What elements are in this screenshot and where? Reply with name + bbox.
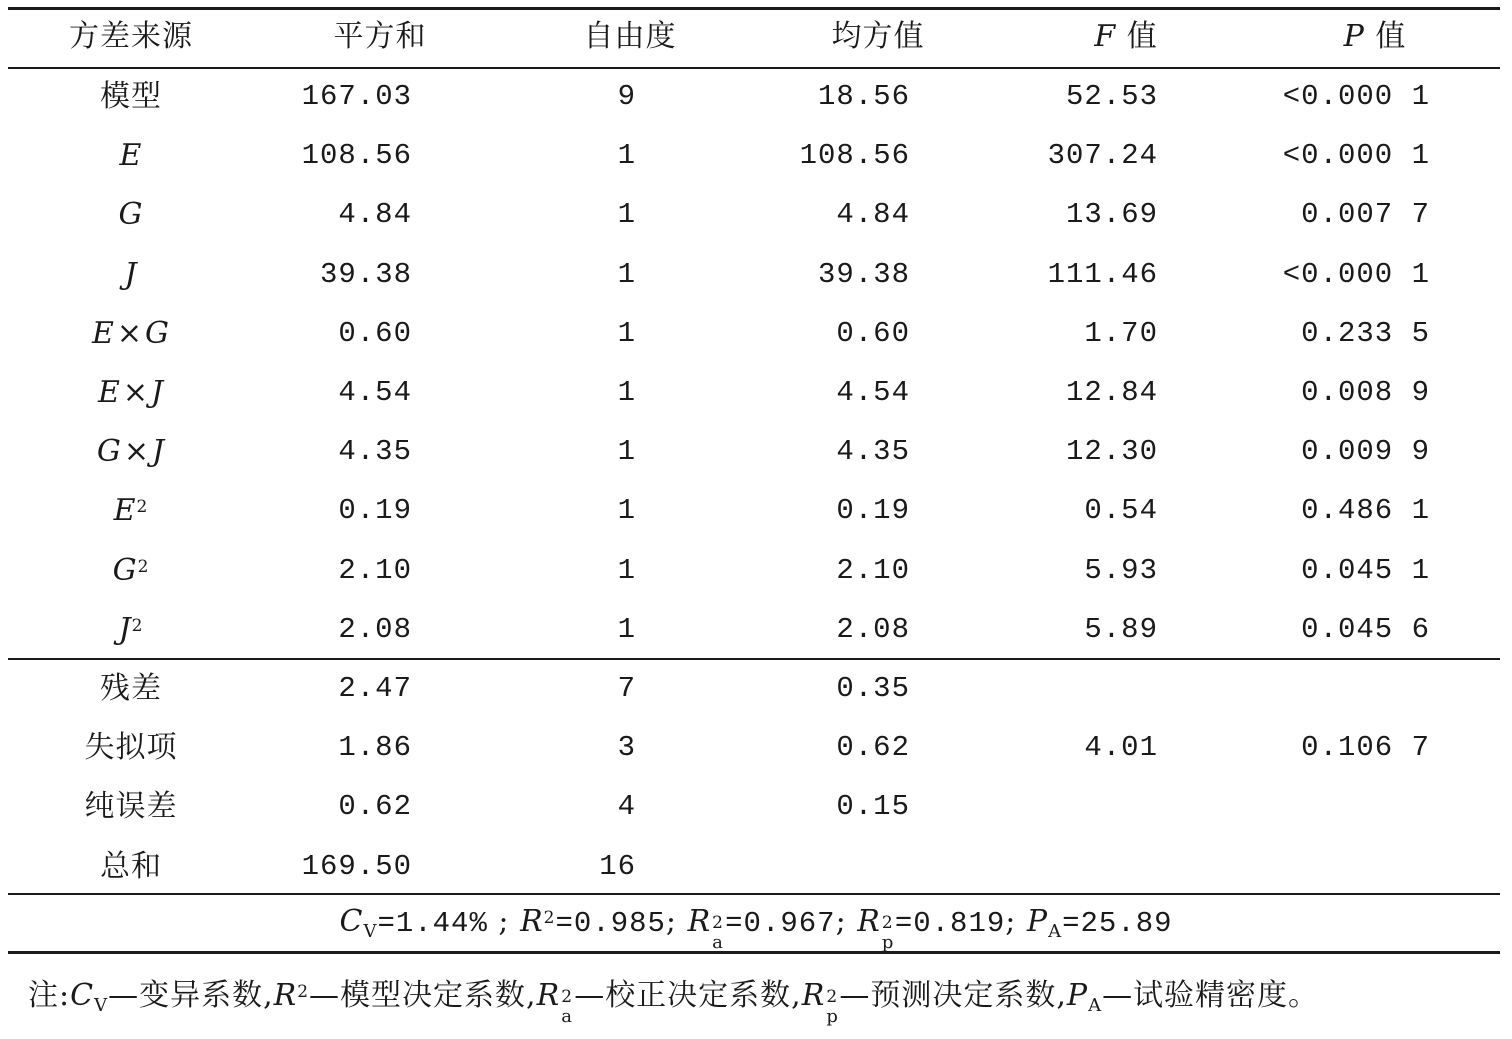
cell-f-value: 4.01 xyxy=(1084,731,1158,764)
cell-p-value: <0.000 1 xyxy=(1282,139,1430,172)
cell-mean-square: 2.10 xyxy=(836,554,910,587)
separator: ; xyxy=(835,904,847,939)
cell-degrees-freedom: 1 xyxy=(617,376,636,409)
note-cv-symbol: C xyxy=(70,978,95,1013)
header-f-suffix: 值 xyxy=(1126,19,1158,54)
cell-degrees-freedom: 4 xyxy=(617,790,636,823)
r2-value: =0.985 xyxy=(555,907,666,940)
header-mean-square: 均方值 xyxy=(831,19,925,54)
cell-source: 纯误差 xyxy=(84,789,178,824)
cell-mean-square: 2.08 xyxy=(836,613,910,646)
cell-degrees-freedom: 16 xyxy=(599,850,636,883)
cell-degrees-freedom: 7 xyxy=(617,672,636,705)
cell-source: 残差 xyxy=(100,671,162,706)
cell-mean-square: 39.38 xyxy=(817,258,910,291)
table-top-rule xyxy=(8,7,1500,10)
note-cv-subscript: V xyxy=(94,995,109,1016)
cell-f-value: 52.53 xyxy=(1065,80,1158,113)
cell-mean-square: 108.56 xyxy=(799,139,910,172)
cell-sum-of-squares: 169.50 xyxy=(301,850,412,883)
note-r2-symbol: R xyxy=(273,978,298,1013)
r2-adj-value: =0.967 xyxy=(725,907,836,940)
source-superscript: 2 xyxy=(137,557,150,577)
note-r2-adj-subscript: a xyxy=(561,1006,573,1027)
cell-degrees-freedom: 1 xyxy=(617,198,636,231)
r2-adj-superscript: 2 xyxy=(712,913,724,933)
separator: ; xyxy=(1005,904,1017,939)
header-p-suffix: 值 xyxy=(1375,19,1407,54)
cell-mean-square: 0.19 xyxy=(836,494,910,527)
cell-sum-of-squares: 0.62 xyxy=(338,790,412,823)
cell-source: 模型 xyxy=(100,79,162,114)
note-cv-definition: —变异系数, xyxy=(108,978,274,1013)
cell-mean-square: 0.60 xyxy=(836,317,910,350)
cell-sum-of-squares: 2.10 xyxy=(338,554,412,587)
pa-value: =25.89 xyxy=(1062,907,1173,940)
note-prefix: 注: xyxy=(28,978,71,1013)
cell-degrees-freedom: 1 xyxy=(617,435,636,468)
pa-symbol: P xyxy=(1026,904,1049,939)
cell-sum-of-squares: 0.60 xyxy=(338,317,412,350)
cell-degrees-freedom: 1 xyxy=(617,494,636,527)
r2-pred-subscript: p xyxy=(881,932,895,953)
header-p-symbol: P xyxy=(1343,19,1365,54)
cell-degrees-freedom: 9 xyxy=(617,80,636,113)
separator: ; xyxy=(487,904,510,939)
cell-sum-of-squares: 167.03 xyxy=(301,80,412,113)
cell-f-value: 13.69 xyxy=(1065,198,1158,231)
cell-mean-square: 0.15 xyxy=(836,790,910,823)
cell-sum-of-squares: 4.84 xyxy=(338,198,412,231)
cell-sum-of-squares: 2.47 xyxy=(338,672,412,705)
header-degrees-freedom: 自由度 xyxy=(583,19,677,54)
cell-p-value: 0.233 5 xyxy=(1301,317,1430,350)
cell-f-value: 307.24 xyxy=(1047,139,1158,172)
cell-f-value: 5.93 xyxy=(1084,554,1158,587)
cv-subscript: V xyxy=(363,921,378,942)
cell-mean-square: 0.62 xyxy=(836,731,910,764)
note-pa-definition: —试验精密度。 xyxy=(1102,978,1320,1013)
note-pa-subscript: A xyxy=(1088,995,1103,1016)
r2-superscript: 2 xyxy=(543,908,556,928)
cell-sum-of-squares: 108.56 xyxy=(301,139,412,172)
cell-degrees-freedom: 1 xyxy=(617,317,636,350)
header-source: 方差来源 xyxy=(69,19,193,54)
cell-mean-square: 0.35 xyxy=(836,672,910,705)
cell-f-value: 0.54 xyxy=(1084,494,1158,527)
cell-source: 失拟项 xyxy=(84,730,178,765)
table-header-rule xyxy=(8,67,1500,69)
cell-f-value: 12.30 xyxy=(1065,435,1158,468)
cell-f-value: 111.46 xyxy=(1047,258,1158,291)
cell-mean-square: 4.35 xyxy=(836,435,910,468)
cell-p-value: 0.045 6 xyxy=(1301,613,1430,646)
cell-source: G xyxy=(118,197,144,232)
source-superscript: 2 xyxy=(131,616,144,636)
cell-p-value: <0.000 1 xyxy=(1282,80,1430,113)
cell-source: J xyxy=(124,257,138,292)
cell-sum-of-squares: 4.35 xyxy=(338,435,412,468)
header-f-value xyxy=(1094,17,1157,57)
header-p-value xyxy=(1344,17,1407,57)
cell-p-value: 0.045 1 xyxy=(1301,554,1430,587)
cell-mean-square: 18.56 xyxy=(817,80,910,113)
pa-subscript: A xyxy=(1048,921,1063,942)
r2-pred-superscript: 2 xyxy=(881,913,894,933)
cell-mean-square: 4.54 xyxy=(836,376,910,409)
header-sum-of-squares: 平方和 xyxy=(333,19,427,54)
cell-sum-of-squares: 4.54 xyxy=(338,376,412,409)
note-r2-adj-symbol: R xyxy=(536,978,561,1013)
cell-p-value: 0.486 1 xyxy=(1301,494,1430,527)
cell-source: E×G xyxy=(91,316,171,351)
cv-value: =1.44% xyxy=(377,907,488,940)
cell-f-value: 5.89 xyxy=(1084,613,1158,646)
cell-source: $E^2$ xyxy=(113,493,149,528)
note-r2-pred-definition: —预测决定系数, xyxy=(839,978,1067,1013)
cell-sum-of-squares: 39.38 xyxy=(319,258,412,291)
cell-f-value: 1.70 xyxy=(1084,317,1158,350)
table-summary-rule xyxy=(8,893,1500,895)
header-f-symbol: F xyxy=(1094,19,1117,54)
cell-sum-of-squares: 1.86 xyxy=(338,731,412,764)
cell-sum-of-squares: 2.08 xyxy=(338,613,412,646)
cell-source: E×J xyxy=(97,375,165,410)
cell-mean-square: 4.84 xyxy=(836,198,910,231)
cell-degrees-freedom: 1 xyxy=(617,139,636,172)
cv-symbol: C xyxy=(339,904,364,939)
note-r2-pred-superscript: 2 xyxy=(826,987,839,1007)
note-r2-pred-symbol: R xyxy=(801,978,826,1013)
cell-p-value: 0.007 7 xyxy=(1301,198,1430,231)
separator: ; xyxy=(665,904,678,939)
cell-source: E xyxy=(119,138,143,173)
note-pa-symbol: P xyxy=(1066,978,1089,1013)
cell-degrees-freedom: 3 xyxy=(617,731,636,764)
source-superscript: 2 xyxy=(136,497,149,517)
note-r2-adj-superscript: 2 xyxy=(561,987,574,1007)
cell-degrees-freedom: 1 xyxy=(617,554,636,587)
r2-pred-symbol: R xyxy=(857,904,881,939)
note-r2-superscript: 2 xyxy=(297,982,310,1002)
table-footnote xyxy=(28,974,1319,1028)
cell-source: G×J xyxy=(96,434,166,469)
cell-degrees-freedom: 1 xyxy=(617,613,636,646)
r2-symbol: R xyxy=(520,904,544,939)
cell-source: 总和 xyxy=(100,849,162,884)
r2-adj-subscript: a xyxy=(712,932,724,953)
table-residual-rule xyxy=(8,658,1500,660)
cell-p-value: <0.000 1 xyxy=(1282,258,1430,291)
note-r2-adj-definition: —校正决定系数, xyxy=(574,978,802,1013)
r2-adj-symbol: R xyxy=(687,904,712,939)
cell-source: $J^2$ xyxy=(118,612,144,647)
cell-f-value: 12.84 xyxy=(1065,376,1158,409)
cell-p-value: 0.008 9 xyxy=(1301,376,1430,409)
note-r2-definition: —模型决定系数, xyxy=(309,978,537,1013)
cell-p-value: 0.009 9 xyxy=(1301,435,1430,468)
note-r2-pred-subscript: p xyxy=(826,1006,839,1027)
cell-sum-of-squares: 0.19 xyxy=(338,494,412,527)
r2-pred-value: =0.819 xyxy=(894,907,1006,940)
model-statistics-line xyxy=(0,900,1512,954)
cell-p-value: 0.106 7 xyxy=(1301,731,1430,764)
cell-source: $G^2$ xyxy=(112,553,150,588)
cell-degrees-freedom: 1 xyxy=(617,258,636,291)
